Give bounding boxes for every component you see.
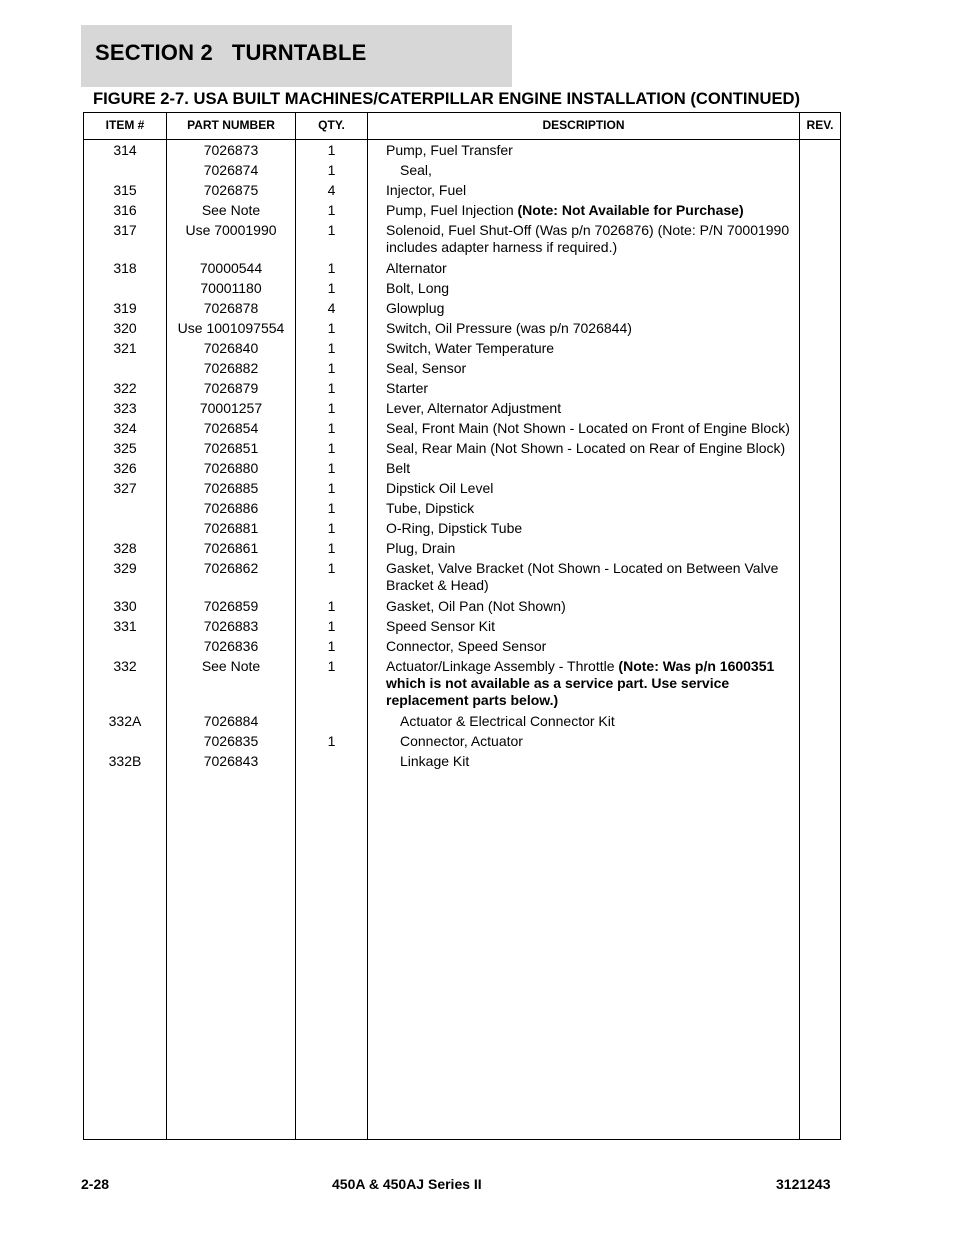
model-name: 450A & 450AJ Series II <box>332 1176 482 1192</box>
quantity: 1 <box>327 142 336 158</box>
description <box>386 658 806 709</box>
part-number: 7026854 <box>203 420 259 436</box>
description <box>386 460 806 477</box>
parts-table <box>83 112 841 1140</box>
item-number: 332B <box>108 753 142 769</box>
description-text: Solenoid, Fuel Shut-Off (Was p/n 7026876) (Note: P/N 70001990 includes adapter harness if required.) <box>386 222 790 255</box>
description-text: Glowplug <box>386 300 445 316</box>
description <box>386 320 806 337</box>
description-text: Alternator <box>386 260 447 276</box>
description-text: Lever, Alternator Adjustment <box>386 400 562 416</box>
description-text: Bolt, Long <box>386 280 450 296</box>
description <box>386 300 806 317</box>
description-text: Linkage Kit <box>400 753 470 769</box>
item-number: 331 <box>113 618 137 634</box>
item-number: 321 <box>113 340 137 356</box>
description-text: Actuator & Electrical Connector Kit <box>400 713 615 729</box>
column-header-item: ITEM # <box>105 118 145 132</box>
part-number: 7026881 <box>203 520 259 536</box>
item-number: 332 <box>113 658 137 674</box>
quantity: 1 <box>327 480 336 496</box>
quantity: 1 <box>327 638 336 654</box>
part-number: See Note <box>201 658 261 674</box>
part-number: 7026873 <box>203 142 259 158</box>
description <box>386 142 806 159</box>
quantity: 1 <box>327 222 336 238</box>
part-number: 70001180 <box>200 280 262 296</box>
item-number: 325 <box>113 440 137 456</box>
description-text: Actuator/Linkage Assembly - Throttle <box>386 658 619 674</box>
part-number: 7026882 <box>203 360 259 376</box>
quantity: 1 <box>327 400 336 416</box>
quantity: 1 <box>327 202 336 218</box>
description <box>386 202 806 219</box>
column-header-part-number: PART NUMBER <box>187 118 275 132</box>
description <box>386 500 806 517</box>
description <box>386 618 806 635</box>
description-text: Seal, Sensor <box>386 360 467 376</box>
part-number: 7026880 <box>203 460 259 476</box>
header-divider <box>84 139 840 140</box>
item-number: 315 <box>113 182 137 198</box>
description <box>386 260 806 277</box>
description-text: Plug, Drain <box>386 540 456 556</box>
description-text: O-Ring, Dipstick Tube <box>386 520 523 536</box>
description <box>386 182 806 199</box>
part-number: 7026885 <box>203 480 259 496</box>
description-text: Pump, Fuel Transfer <box>386 142 513 158</box>
description <box>386 560 806 594</box>
description-text: Gasket, Valve Bracket (Not Shown - Located on Between Valve Bracket & Head) <box>386 560 779 593</box>
part-number: 70000544 <box>199 260 263 276</box>
part-number: 7026878 <box>203 300 259 316</box>
description-text: Pump, Fuel Injection <box>386 202 518 218</box>
description-text: Connector, Speed Sensor <box>386 638 547 654</box>
part-number: Use 1001097554 <box>177 320 285 336</box>
description-text: Switch, Oil Pressure (was p/n 7026844) <box>386 320 632 336</box>
quantity: 1 <box>327 540 336 556</box>
part-number: 7026843 <box>203 753 259 769</box>
description-text: Seal, Rear Main (Not Shown - Located on Rear of Engine Block) <box>386 440 786 456</box>
description <box>386 360 806 377</box>
description-text: Seal, Front Main (Not Shown - Located on Front of Engine Block) <box>386 420 790 436</box>
document-number: 3121243 <box>776 1176 831 1192</box>
quantity: 1 <box>327 380 336 396</box>
part-number: 70001257 <box>199 400 263 416</box>
description-note: (Note: Was p/n 1600351 which is not available as a service part. Use service replacement parts below.) <box>386 658 775 708</box>
part-number: 7026886 <box>203 500 259 516</box>
quantity: 1 <box>327 320 336 336</box>
quantity: 1 <box>327 598 336 614</box>
description <box>386 420 806 437</box>
quantity: 1 <box>327 360 336 376</box>
item-number: 327 <box>113 480 137 496</box>
description <box>400 713 820 730</box>
description-note: (Note: Not Available for Purchase) <box>517 202 744 218</box>
description-text: Connector, Actuator <box>400 733 523 749</box>
part-number: 7026883 <box>203 618 259 634</box>
description <box>386 440 806 457</box>
description-text: Speed Sensor Kit <box>386 618 495 634</box>
part-number: 7026851 <box>203 440 259 456</box>
description-text: Belt <box>386 460 411 476</box>
quantity: 1 <box>327 618 336 634</box>
item-number: 317 <box>113 222 137 238</box>
quantity: 1 <box>327 420 336 436</box>
item-number: 316 <box>113 202 137 218</box>
description-text: Starter <box>386 380 429 396</box>
item-number: 330 <box>113 598 137 614</box>
description-text: Dipstick Oil Level <box>386 480 494 496</box>
quantity: 1 <box>327 440 336 456</box>
item-number: 329 <box>113 560 137 576</box>
quantity: 1 <box>327 500 336 516</box>
column-divider <box>367 113 368 1139</box>
part-number: Use 70001990 <box>185 222 277 238</box>
quantity: 1 <box>327 260 336 276</box>
description <box>386 400 806 417</box>
quantity: 1 <box>327 280 336 296</box>
item-number: 314 <box>113 142 137 158</box>
description <box>400 733 820 750</box>
part-number: 7026862 <box>203 560 259 576</box>
column-header-qty: QTY. <box>318 118 345 132</box>
quantity: 4 <box>327 300 336 316</box>
description <box>386 598 806 615</box>
part-number: 7026884 <box>203 713 259 729</box>
description-text: Gasket, Oil Pan (Not Shown) <box>386 598 566 614</box>
quantity: 1 <box>327 460 336 476</box>
item-number: 326 <box>113 460 137 476</box>
description <box>386 380 806 397</box>
description <box>386 638 806 655</box>
quantity: 1 <box>327 733 336 749</box>
part-number: 7026835 <box>203 733 259 749</box>
page-number: 2-28 <box>81 1176 110 1192</box>
description <box>386 520 806 537</box>
description <box>386 340 806 357</box>
description <box>400 162 820 179</box>
description <box>386 480 806 497</box>
quantity: 1 <box>327 520 336 536</box>
part-number: 7026875 <box>203 182 259 198</box>
part-number: 7026859 <box>203 598 259 614</box>
part-number: See Note <box>201 202 261 218</box>
description-text: Seal, <box>400 162 432 178</box>
description <box>386 280 806 297</box>
item-number: 332A <box>108 713 142 729</box>
part-number: 7026861 <box>203 540 259 556</box>
item-number: 324 <box>113 420 137 436</box>
item-number: 319 <box>113 300 137 316</box>
item-number: 328 <box>113 540 137 556</box>
description <box>386 222 806 256</box>
item-number: 318 <box>113 260 137 276</box>
part-number: 7026879 <box>203 380 259 396</box>
quantity: 1 <box>327 340 336 356</box>
column-header-description: DESCRIPTION <box>542 118 625 132</box>
quantity: 1 <box>327 162 336 178</box>
description <box>386 540 806 557</box>
column-header-rev: REV. <box>806 118 834 132</box>
quantity: 1 <box>327 658 336 674</box>
description-text: Switch, Water Temperature <box>386 340 555 356</box>
item-number: 322 <box>113 380 137 396</box>
quantity: 4 <box>327 182 336 198</box>
description <box>400 753 820 770</box>
description-text: Injector, Fuel <box>386 182 467 198</box>
item-number: 323 <box>113 400 137 416</box>
section-title: SECTION 2 TURNTABLE <box>95 40 367 65</box>
quantity: 1 <box>327 560 336 576</box>
part-number: 7026874 <box>203 162 259 178</box>
item-number: 320 <box>113 320 137 336</box>
part-number: 7026840 <box>203 340 259 356</box>
part-number: 7026836 <box>203 638 259 654</box>
description-text: Tube, Dipstick <box>386 500 475 516</box>
figure-title: FIGURE 2-7. USA BUILT MACHINES/CATERPILLAR ENGINE INSTALLATION (CONTINUED) <box>93 89 801 108</box>
